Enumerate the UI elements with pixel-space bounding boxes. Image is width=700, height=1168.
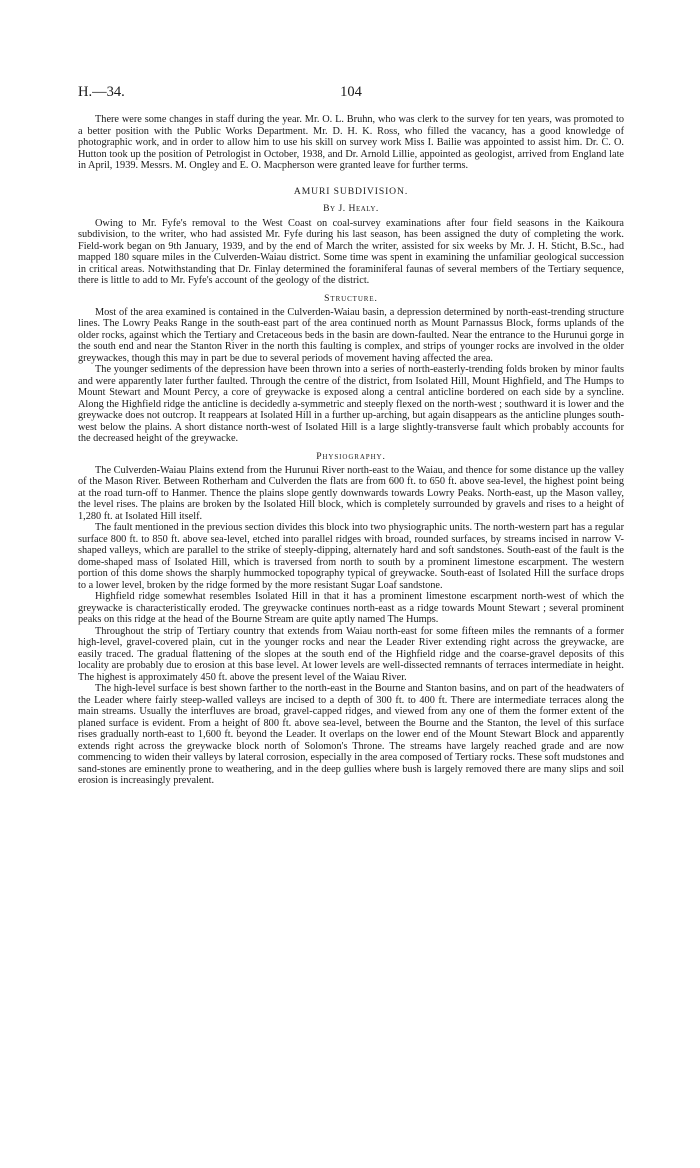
section-title-structure: Structure. [324, 292, 378, 304]
page-header [78, 84, 624, 106]
page-body [78, 114, 624, 787]
intro-paragraph: There were some changes in staff during the year. Mr. O. L. Bruhn, who was clerk to the survey for ten years, was promoted to a better position with the Public Works Department. Mr. D. H. K. Ross, who filled the vacancy, has a good knowledge of photographic work, and in order to allow him to use his skill on survey work Miss I. Bailie was appointed to assist him. Dr. C. O. Hutton took up the position of Petrologist in October, 1938, and Dr. Arnold Lillie, appointed as geologist, arrived from England late in April, 1939. Messrs. M. Ongley and E. O. Macpherson were granted leave for further terms. [78, 114, 624, 171]
amuri-paragraph: Owing to Mr. Fyfe's removal to the West Coast on coal-survey examinations after four field seasons in the Kaikoura subdivision, to the writer, who had assisted Mr. Fyfe during his last season, has been assigned the duty of completing the work. Field-work began on 9th January, 1939, and by the end of March the writer, assisted for six weeks by Mr. J. H. Sticht, B.Sc., had mapped 180 square miles in the Culverden-Waiau district. Some time was spent in examining the unfamiliar geological succession in critical areas. Notwithstanding that Dr. Finlay determined the foraminiferal faunas of several members of the Tertiary sequence, there is little to add to Mr. Fyfe's account of the geology of the district. [78, 217, 624, 286]
section-title-physiography: Physiography. [316, 450, 386, 462]
document-reference: H.—34. [78, 84, 125, 100]
structure-paragraph-1: Most of the area examined is contained in the Culverden-Waiau basin, a depression determined by north-east-trending structure lines. The Lowry Peaks Range in the south-east part of the area continued north as Mount Parnassus Block, forms uplands of the older rocks, against which the Tertiary and Cretaceous beds in the basin are down-faulted. Near the entrance to the Hurunui gorge in the south end and near the Stanton River in the north this faulting is complex, and strips of younger rocks are involved in the older greywackes, though this may in part be due to several periods of movement having affected the area. [78, 306, 624, 364]
page-number: 104 [340, 84, 362, 100]
section-title-amuri-subdivision: AMURI SUBDIVISION. [293, 185, 409, 197]
physiography-paragraph-2: The fault mentioned in the previous section divides this block into two physiographic units. The north-western part has a regular surface 800 ft. to 850 ft. above sea-level, etched into parallel ridges with broad, rounded surfaces, by streams incised in narrow V-shaped valleys, which are parallel to the strike of steeply-dipping, alternately hard and soft sandstones. South-east of the fault is the dome-shaped mass of Isolated Hill, which is traversed from north to south by a prominent limestone escarpment. The western portion of this dome shows the sharply hummocked topography typical of greywacke. South-east of Isolated Hill the surface drops to a lower level, broken by the ridge formed by the more resistant Sugar Loaf sandstone. [78, 522, 624, 591]
author-byline: By J. Healy. [323, 202, 379, 214]
physiography-paragraph-5: The high-level surface is best shown farther to the north-east in the Bourne and Stanton basins, and on part of the headwaters of the Leader where fairly steep-walled valleys are incised to a depth of 300 ft. to 400 ft. There are intermediate terraces along the main streams. Usually the interfluves are broad, gravel-capped ridges, and viewed from any one of them the former extent of the planed surface is evident. From a height of 800 ft. above sea-level, between the Bourne and the Stanton, the level of this surface rises gradually north-east to 1,600 ft. beyond the Leader. It overlaps on the lower end of the Mount Stewart Block and apparently extends right across the greywacke block north of Solomon's Throne. The streams have largely reached grade and are now commencing to widen their valleys by lateral corrosion, especially in the area composed of Tertiary rocks. These soft mudstones and sand-stones are eminently prone to weathering, and in the deep gullies where bush is largely removed there are many slips and soil erosion is increasingly prevalent. [78, 683, 624, 786]
physiography-paragraph-1: The Culverden-Waiau Plains extend from the Hurunui River north-east to the Waiau, and thence for some distance up the valley of the Mason River. Between Rotherham and Culverden the flats are from 600 ft. to 650 ft. above sea-level, the highest point being at the road turn-off to Hanmer. Thence the plains slope gently downwards towards Lowry Peaks. North-east, up the Mason valley, the level rises. The plains are broken by the Isolated Hill block, which is completely surrounded by gravels and rises to a height of 1,280 ft. at Isolated Hill itself. [78, 464, 624, 522]
structure-paragraph-2: The younger sediments of the depression have been thrown into a series of north-easterly-trending folds broken by minor faults and were apparently later further faulted. Through the centre of the district, from Isolated Hill, Mount Highfield, and The Humps to Mount Stewart and Mount Percy, a core of greywacke is exposed along a central anticline bordered on each side by a syncline. Along the Highfield ridge the anticline is decidedly a-symmetric and steeply flexed on the north-west ; southward it is lower and the greywacke does not outcrop. It reappears at Isolated Hill in a further up-arching, but again disappears as the anticline plunges south-west below the plains. A short distance north-west of Isolated Hill is a large slightly-transverse fault which probably accounts for the decreased height of the greywacke. [78, 364, 624, 444]
physiography-paragraph-4: Throughout the strip of Tertiary country that extends from Waiau north-east for some fifteen miles the remnants of a former high-level, gravel-covered plain, cut in the younger rocks and near the Leader River extending right across the greywacke, are easily traced. The gradual flattening of the slopes at the south end of the Highfield ridge and the coarse-gravel deposits of this locality are probably due to erosion at this base level. At lower levels are well-dissected remnants of terraces intermediate in height. The highest is approximately 450 ft. above the present level of the Waiau River. [78, 625, 624, 683]
physiography-paragraph-3: Highfield ridge somewhat resembles Isolated Hill in that it has a prominent limestone escarpment north-west of which the greywacke is characteristically eroded. The greywacke continues north-east as a ridge towards Mount Stewart ; several prominent peaks on this ridge at the head of the Bourne Stream are quite aptly named The Humps. [78, 591, 624, 625]
